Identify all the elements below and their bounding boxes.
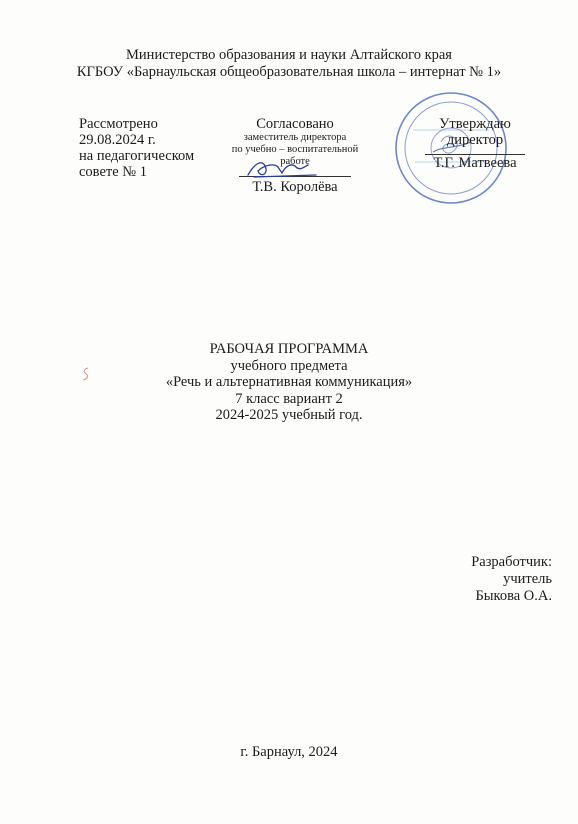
agreed-position-line1: заместитель директора — [243, 132, 347, 143]
program-title-block — [0, 341, 578, 424]
considered-title: Рассмотрено — [79, 116, 158, 132]
developer-block — [471, 554, 552, 605]
approved-block — [420, 116, 530, 171]
program-title: РАБОЧАЯ ПРОГРАММА — [209, 341, 369, 357]
considered-date: 29.08.2024 г. — [79, 132, 156, 148]
signature-image — [244, 155, 324, 183]
approved-name: Т.Г. Матвеева — [433, 155, 517, 171]
considered-block — [79, 116, 194, 180]
ministry-name: Министерство образования и науки Алтайского края — [126, 47, 452, 63]
footer-place-date: г. Барнаул, 2024 — [240, 744, 338, 760]
considered-line1: на педагогическом — [79, 148, 195, 164]
program-grade: 7 класс вариант 2 — [235, 390, 343, 407]
approved-title: Утверждаю — [439, 116, 511, 132]
developer-role: учитель — [503, 571, 552, 587]
program-subject: «Речь и альтернативная коммуникация» — [165, 374, 413, 390]
agreed-name: Т.В. Королёва — [252, 179, 338, 195]
agreed-title: Согласовано — [256, 116, 334, 132]
school-name: КГБОУ «Барнаульская общеобразовательная школа – интернат № 1» — [76, 64, 502, 80]
program-year: 2024-2025 учебный год. — [215, 407, 363, 423]
document-header — [0, 47, 578, 81]
program-subtitle: учебного предмета — [230, 357, 348, 374]
agreed-position-line2: по учебно – воспитательной — [231, 144, 359, 155]
approved-position: директор — [446, 132, 504, 148]
developer-name: Быкова О.А. — [475, 588, 552, 604]
agreed-position-line3: работе — [280, 156, 310, 167]
developer-label: Разработчик: — [471, 554, 552, 570]
considered-line2: совете № 1 — [79, 164, 147, 180]
